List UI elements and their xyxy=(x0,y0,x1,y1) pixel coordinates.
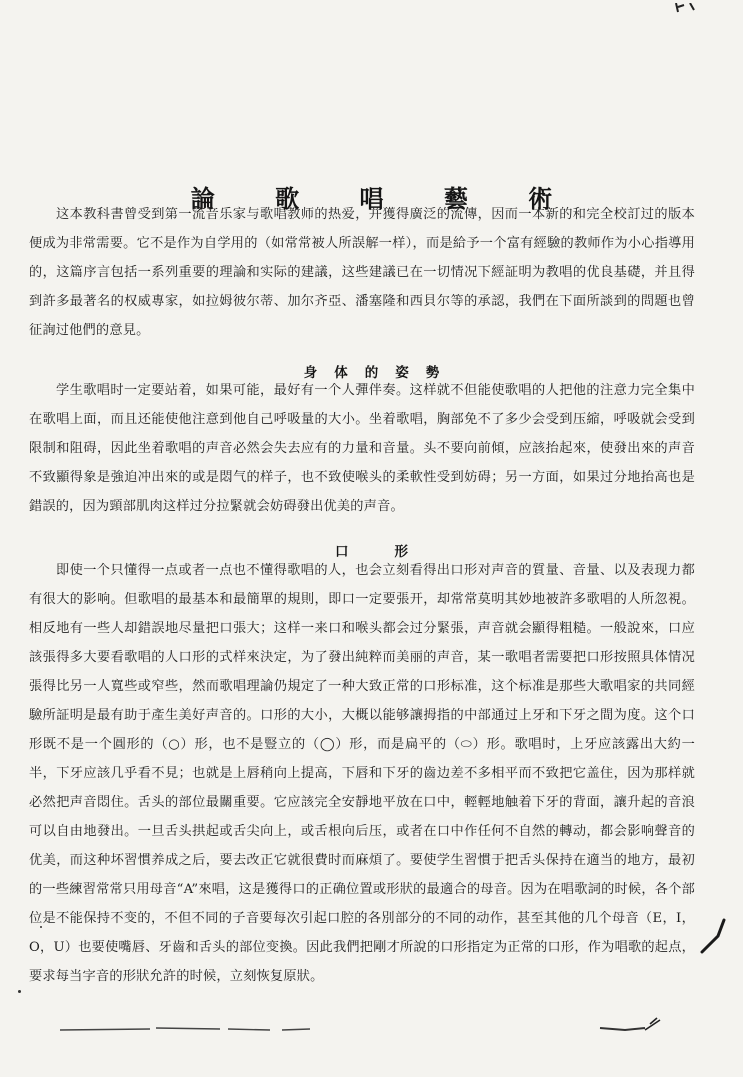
corner-ink-mark xyxy=(672,0,702,19)
intro-paragraph: 这本教科書曾受到第一流音乐家与歌唱教师的热爱，并獲得廣泛的流傳，因而一本新的和完全校訂过的版本便成为非常需要。它不是作为自学用的（如常常被人所誤解一样），而是給予一个富有經驗的教师作为小心指導用的，这篇序言包括一系列重要的理論和实际的建議，这些建議已在一切情况下經証明为教唱的优良基礎，并且得到許多最著名的权威專家，如拉姆彼尔蒂、加尔齐亞、潘塞隆和西貝尔等的承認，我們在下面所談到的問題也曾征詢过他們的意見。 xyxy=(29,207,695,338)
section-heading-mouth-shape: 口形 xyxy=(335,544,454,561)
scan-speck xyxy=(18,990,21,993)
section-body-mouth-shape: 即使一个只懂得一点或者一点也不懂得歌唱的人，也会立刻看得出口形对声音的質量、音量、以及表现力都有很大的影响。但歌唱的最基本和最簡單的規則，即口一定要張开，却常常莫明其妙地被許多歌唱的人所忽視。相反地有一些人却錯誤地尽量把口張大；这样一来口和喉头都会过分緊張，声音就会顯得粗糙。一般說來，口应該張得多大要看歌唱的人口形的式样來決定，为了發出純粹而美丽的声音，某一歌唱者需要把口形按照具体情况張得比另一人寬些或窄些，然而歌唱理論仍規定了一种大致正常的口形标准，这个标准是那些大歌唱家的共同經驗所証明是最有助于產生美好声音的。口形的大小，大概以能够讓拇指的中部通过上牙和下牙之間为度。这个口形既不是一个圓形的（○）形，也不是豎立的（◯）形，而是扁平的（⬭）形。歌唱时，上牙应該露出大約一半，下牙应該几乎看不見；也就是上唇稍向上提高，下唇和下牙的齒边差不多相平而不致把它盖住，因为那样就必然把声音悶住。舌头的部位最關重要。它应該完全安靜地平放在口中，輕輕地触着下牙的背面，讓升起的音浪可以自由地發出。一旦舌头拱起或舌尖向上，或舌根向后压，或者在口中作任何不自然的轉动，都会影响聲音的优美，而这种坏習慣养成之后，要去改正它就很費时而麻煩了。要使学生習慣于把舌头保持在適当的地方，最初的一些練習常常只用母音“A”來唱，这是獲得口的正确位置或形狀的最適合的母音。因为在唱歌詞的时候，各个部位是不能保持不变的，不但不同的子音要每次引起口腔的各別部分的不同的动作，甚至其他的几个母音（E，I，O，U）也要使嘴唇、牙齒和舌头的部位变換。因此我們把剛才所說的口形指定为正常的口形，作为唱歌的起点，要求每当字音的形狀允許的时候，立刻恢复原狀。 xyxy=(29,563,695,984)
margin-pen-stroke xyxy=(700,918,728,960)
section-body-posture: 学生歌唱时一定要站着，如果可能，最好有一个人彈伴奏。这样就不但能使歌唱的人把他的注意力完全集中在歌唱上面，而且还能使他注意到他自己呼吸量的大小。坐着歌唱，胸部免不了多少会受到压縮，呼吸就会受到限制和阻碍，因此坐着歌唱的声音必然会失去应有的力量和音量。头不要向前傾，应該抬起來，使發出來的声音不致顯得象是強迫冲出來的或是悶气的样子，也不致使喉头的柔軟性受到妨碍；另一方面，如果过分地抬高也是錯誤的，因为頸部肌肉这样过分拉緊就会妨碍發出优美的声音。 xyxy=(29,383,695,514)
page-title: 論 歌 唱 藝 術 xyxy=(190,184,579,214)
scan-speck xyxy=(40,926,42,928)
bottom-scan-line xyxy=(60,1016,680,1050)
section-heading-posture: 身体的姿勢 xyxy=(303,365,457,382)
